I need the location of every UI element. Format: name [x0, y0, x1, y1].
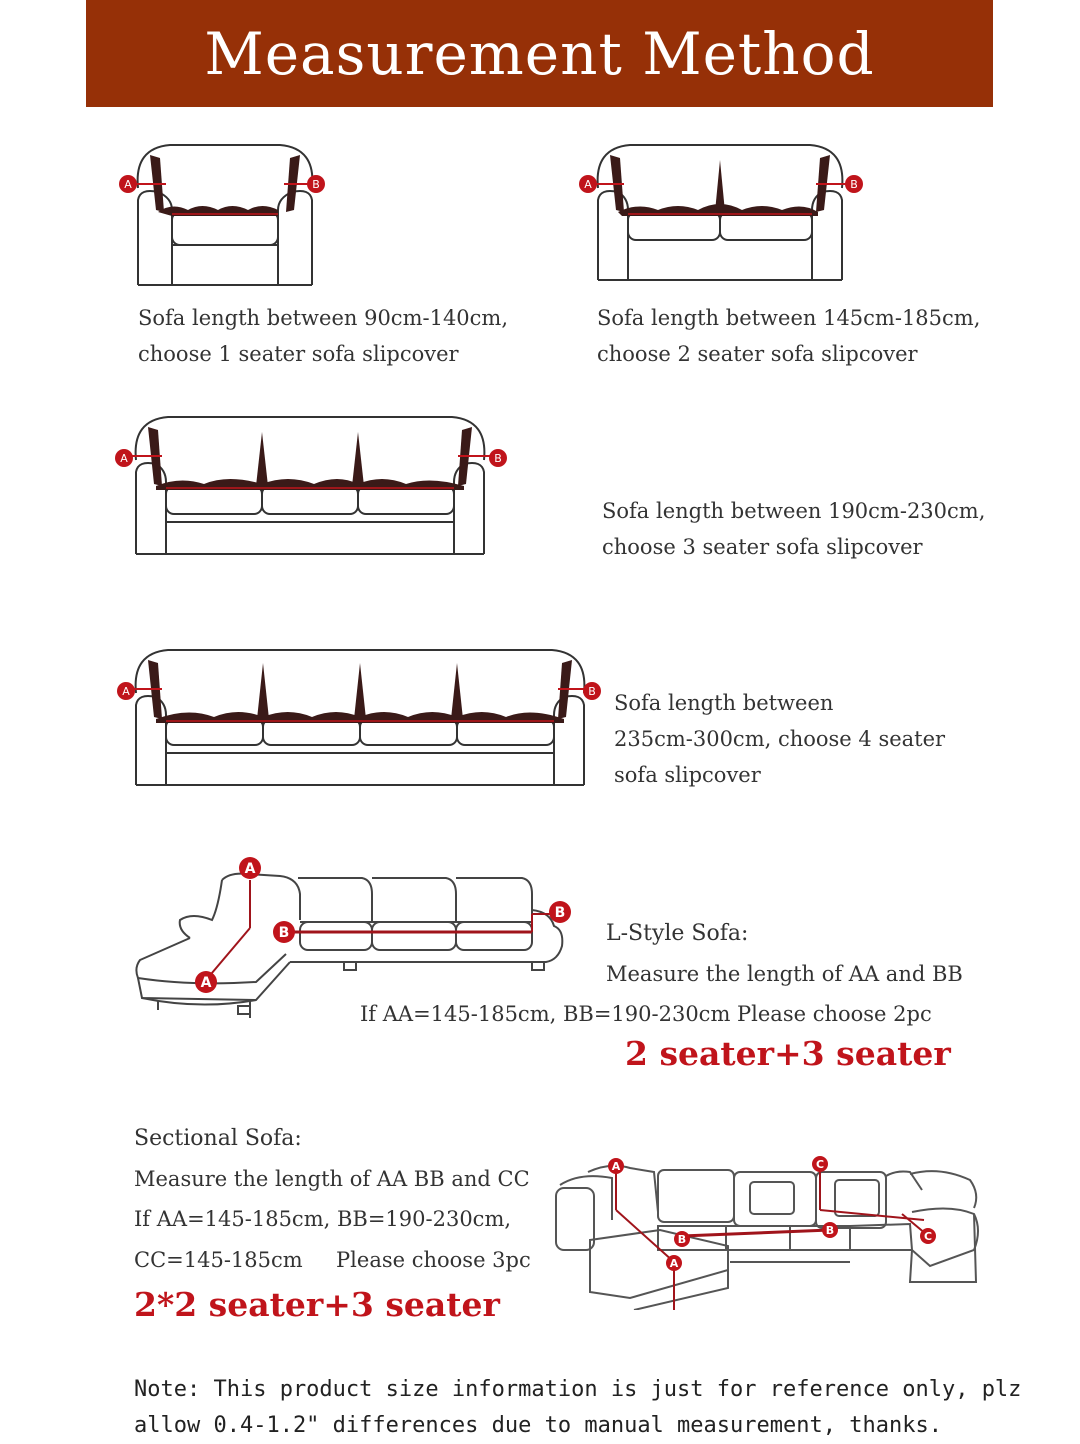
- marker-a: [239, 857, 261, 879]
- lstyle-measure: Measure the length of AA and BB: [606, 962, 963, 986]
- lstyle-condition: If AA=145-185cm, BB=190-230cm Please choose 2pc: [360, 1002, 932, 1026]
- svg-text:A: A: [244, 861, 256, 877]
- svg-text:C: C: [815, 1158, 825, 1171]
- marker-a: [579, 175, 597, 193]
- svg-text:B: B: [825, 1224, 835, 1237]
- marker-b: [307, 175, 325, 193]
- marker-a: [608, 1158, 624, 1174]
- sectional-result: 2*2 seater+3 seater: [134, 1285, 500, 1324]
- svg-text:A: A: [200, 975, 212, 991]
- svg-text:A: A: [124, 178, 132, 191]
- marker-b: [489, 449, 507, 467]
- svg-text:B: B: [494, 452, 502, 465]
- svg-text:C: C: [923, 1230, 933, 1243]
- sofa-3-seater-diagram: [110, 412, 510, 562]
- l-style-sofa-diagram: [130, 850, 580, 1020]
- marker-a: [117, 682, 135, 700]
- seater1-text: Sofa length between 90cm-140cm, choose 1 seater sofa slipcover: [138, 306, 509, 366]
- svg-text:B: B: [850, 178, 858, 191]
- lstyle-result: 2 seater+3 seater: [625, 1034, 951, 1073]
- seater2-text: Sofa length between 145cm-185cm, choose 2 seater sofa slipcover: [597, 306, 981, 366]
- marker-a: [195, 971, 217, 993]
- svg-text:A: A: [584, 178, 592, 191]
- sectional-title: Sectional Sofa:: [134, 1126, 302, 1151]
- marker-c: [920, 1228, 936, 1244]
- sofa-4-seater-diagram: [110, 645, 610, 790]
- lstyle-title: L-Style Sofa:: [606, 921, 749, 946]
- svg-text:A: A: [611, 1160, 621, 1173]
- marker-b: [845, 175, 863, 193]
- svg-text:B: B: [588, 685, 596, 698]
- sectional-measure: Measure the length of AA BB and CC: [134, 1167, 530, 1191]
- marker-b: [583, 682, 601, 700]
- sectional-condition-2: CC=145-185cm Please choose 3pc: [134, 1248, 531, 1272]
- svg-text:B: B: [312, 178, 320, 191]
- svg-text:B: B: [278, 925, 290, 941]
- marker-b: [273, 921, 295, 943]
- header-banner: [86, 0, 993, 107]
- page-title: Measurement Method: [204, 19, 875, 88]
- sofa-2-seater-diagram: [570, 140, 870, 290]
- svg-text:A: A: [122, 685, 130, 698]
- marker-c: [812, 1156, 828, 1172]
- marker-a: [119, 175, 137, 193]
- marker-b: [674, 1231, 690, 1247]
- svg-text:B: B: [554, 905, 566, 921]
- sectional-condition-1: If AA=145-185cm, BB=190-230cm,: [134, 1207, 512, 1231]
- seater4-text: Sofa length between 235cm-300cm, choose 4 seater sofa slipcover: [614, 691, 946, 787]
- marker-a: [115, 449, 133, 467]
- svg-text:B: B: [677, 1233, 687, 1246]
- marker-b: [822, 1222, 838, 1238]
- marker-b: [549, 901, 571, 923]
- svg-text:A: A: [669, 1257, 679, 1270]
- sofa-1-seater-diagram: [110, 140, 340, 290]
- seater3-text: Sofa length between 190cm-230cm, choose 3 seater sofa slipcover: [602, 499, 986, 559]
- sectional-sofa-diagram: [550, 1150, 985, 1310]
- marker-a: [666, 1255, 682, 1271]
- svg-text:A: A: [120, 452, 128, 465]
- footnote: Note: This product size information is just for reference only, plz allow 0.4-1.2" differences due to manual measurement, thanks.: [134, 1377, 1022, 1438]
